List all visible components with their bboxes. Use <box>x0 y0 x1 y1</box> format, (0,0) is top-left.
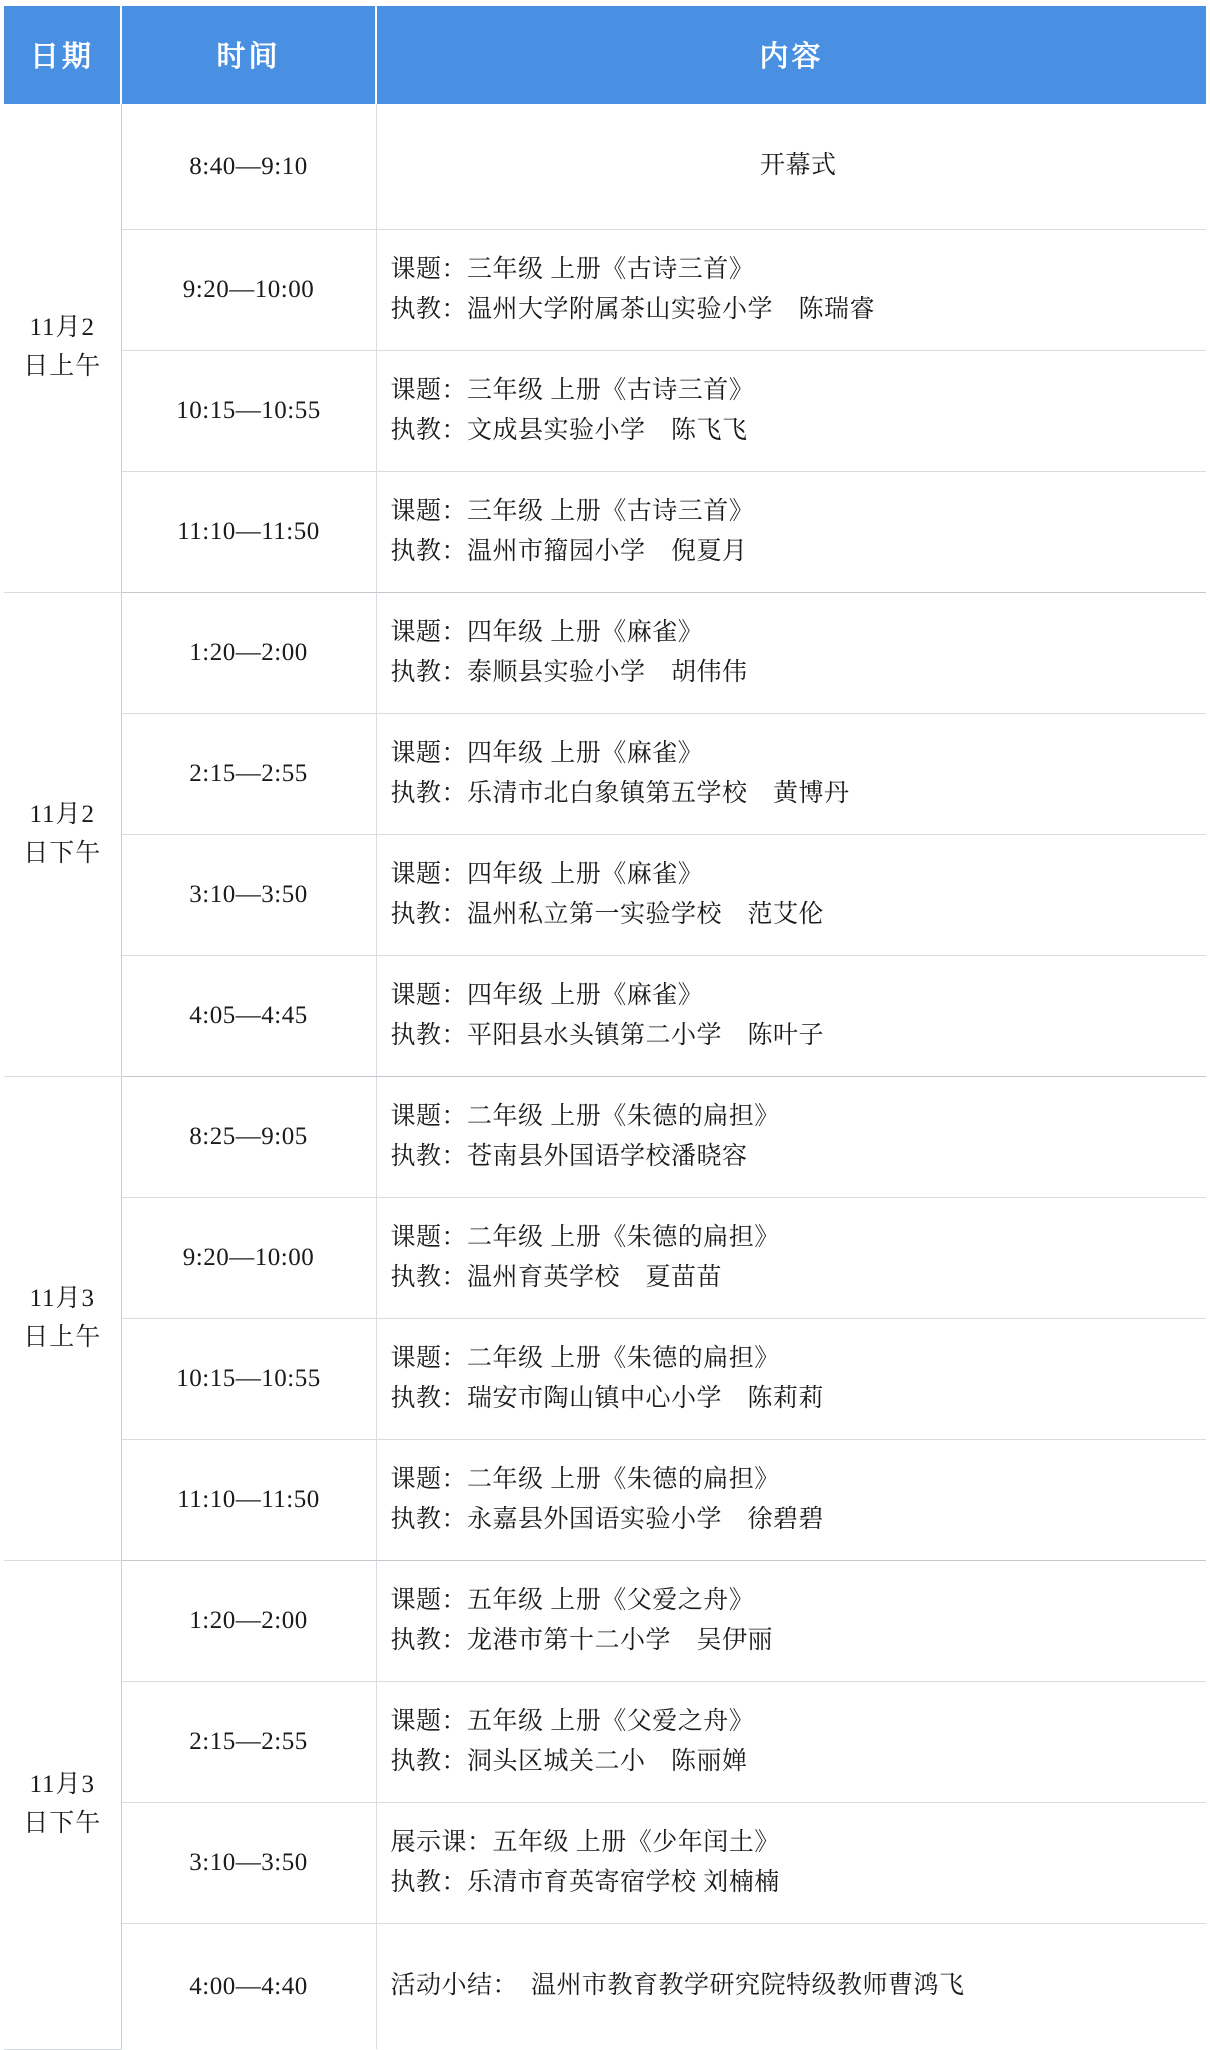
content-line: 执教：龙港市第十二小学 吴伊丽 <box>390 1627 774 1654</box>
content-line: 执教：温州私立第一实验学校 范艾伦 <box>390 901 825 928</box>
content-line: 课题：三年级 上册《古诗三首》 <box>390 497 755 525</box>
time-cell: 8:40—9:10 <box>121 104 376 230</box>
time-cell: 9:20—10:00 <box>121 1198 376 1319</box>
content-cell <box>376 1198 1206 1319</box>
content-line: 执教：乐清市育英寄宿学校 刘楠楠 <box>390 1869 780 1896</box>
date-cell <box>4 104 121 593</box>
date-line: 日下午 <box>23 1809 102 1837</box>
time-cell: 8:25—9:05 <box>121 1077 376 1198</box>
table-body <box>4 104 1206 2050</box>
table-row <box>4 1319 1206 1440</box>
content-cell <box>376 351 1206 472</box>
content-cell <box>376 1440 1206 1561</box>
time-cell: 1:20—2:00 <box>121 593 376 714</box>
table-row <box>4 1561 1206 1682</box>
schedule-table <box>4 6 1206 2050</box>
date-line: 11月2 <box>29 314 96 342</box>
content-cell <box>376 956 1206 1077</box>
content-line: 课题：四年级 上册《麻雀》 <box>390 739 704 767</box>
content-line: 课题：三年级 上册《古诗三首》 <box>390 255 755 283</box>
content-line: 课题：二年级 上册《朱德的扁担》 <box>390 1223 780 1251</box>
date-line: 日上午 <box>23 1323 102 1351</box>
content-line: 执教：平阳县水头镇第二小学 陈叶子 <box>390 1022 825 1049</box>
content-cell <box>376 593 1206 714</box>
content-line: 执教：苍南县外国语学校潘晓容 <box>390 1143 748 1170</box>
time-cell: 11:10—11:50 <box>121 472 376 593</box>
table-row <box>4 351 1206 472</box>
time-cell: 1:20—2:00 <box>121 1561 376 1682</box>
content-line: 课题：二年级 上册《朱德的扁担》 <box>390 1102 780 1130</box>
time-cell: 9:20—10:00 <box>121 230 376 351</box>
content-line: 执教：泰顺县实验小学 胡伟伟 <box>390 659 748 686</box>
table-row <box>4 230 1206 351</box>
content-cell <box>376 1561 1206 1682</box>
time-cell: 11:10—11:50 <box>121 1440 376 1561</box>
time-cell: 4:05—4:45 <box>121 956 376 1077</box>
content-cell <box>376 1924 1206 2050</box>
content-line: 课题：五年级 上册《父爱之舟》 <box>390 1586 755 1614</box>
table-row <box>4 714 1206 835</box>
table-row <box>4 104 1206 230</box>
content-line: 课题：三年级 上册《古诗三首》 <box>390 376 755 404</box>
content-cell <box>376 1682 1206 1803</box>
content-line: 课题：五年级 上册《父爱之舟》 <box>390 1707 755 1735</box>
content-line: 展示课：五年级 上册《少年闰土》 <box>390 1828 780 1856</box>
header-row <box>4 6 1206 104</box>
content-line: 课题：四年级 上册《麻雀》 <box>390 618 704 646</box>
content-line: 执教：乐清市北白象镇第五学校 黄博丹 <box>390 780 850 807</box>
table-row <box>4 835 1206 956</box>
table-row <box>4 1682 1206 1803</box>
time-cell: 2:15—2:55 <box>121 714 376 835</box>
time-cell: 3:10—3:50 <box>121 835 376 956</box>
content-cell <box>376 714 1206 835</box>
content-cell <box>376 1803 1206 1924</box>
table-row <box>4 1198 1206 1319</box>
date-line: 日上午 <box>23 353 102 380</box>
header-content: 内容 <box>376 6 1206 104</box>
time-cell: 4:00—4:40 <box>121 1924 376 2050</box>
table-row <box>4 593 1206 714</box>
date-line: 11月3 <box>29 1284 96 1312</box>
content-line: 课题：二年级 上册《朱德的扁担》 <box>390 1465 780 1493</box>
content-line: 执教：永嘉县外国语实验小学 徐碧碧 <box>390 1506 825 1533</box>
time-cell: 2:15—2:55 <box>121 1682 376 1803</box>
time-cell: 3:10—3:50 <box>121 1803 376 1924</box>
date-line: 11月3 <box>29 1771 96 1798</box>
content-cell: 开幕式 <box>376 104 1206 230</box>
table-row <box>4 956 1206 1077</box>
content-line: 执教：洞头区城关二小 陈丽婵 <box>390 1748 748 1775</box>
content-line: 课题：四年级 上册《麻雀》 <box>390 860 704 888</box>
content-line: 活动小结： 温州市教育教学研究院特级教师曹鸿飞 <box>390 1972 965 2000</box>
content-line: 执教：文成县实验小学 陈飞飞 <box>390 417 748 444</box>
content-line: 执教：瑞安市陶山镇中心小学 陈莉莉 <box>390 1385 825 1412</box>
header-date: 日期 <box>4 6 121 104</box>
date-cell <box>4 593 121 1077</box>
content-cell <box>376 230 1206 351</box>
time-cell: 10:15—10:55 <box>121 1319 376 1440</box>
date-line: 11月2 <box>29 800 96 828</box>
table-row <box>4 1803 1206 1924</box>
table-row <box>4 1077 1206 1198</box>
table-header <box>4 6 1206 104</box>
date-cell <box>4 1077 121 1561</box>
date-cell <box>4 1561 121 2050</box>
content-cell <box>376 472 1206 593</box>
table-row <box>4 1924 1206 2050</box>
header-time: 时间 <box>121 6 376 104</box>
date-line: 日下午 <box>23 839 102 867</box>
content-cell <box>376 1077 1206 1198</box>
table-row <box>4 472 1206 593</box>
content-line: 执教：温州市籀园小学 倪夏月 <box>390 538 748 565</box>
content-cell <box>376 835 1206 956</box>
table-row <box>4 1440 1206 1561</box>
content-line: 课题：二年级 上册《朱德的扁担》 <box>390 1344 780 1372</box>
content-cell <box>376 1319 1206 1440</box>
content-line: 执教：温州育英学校 夏苗苗 <box>390 1264 723 1291</box>
content-line: 执教：温州大学附属茶山实验小学 陈瑞睿 <box>390 296 876 323</box>
time-cell: 10:15—10:55 <box>121 351 376 472</box>
content-line: 课题：四年级 上册《麻雀》 <box>390 981 704 1009</box>
